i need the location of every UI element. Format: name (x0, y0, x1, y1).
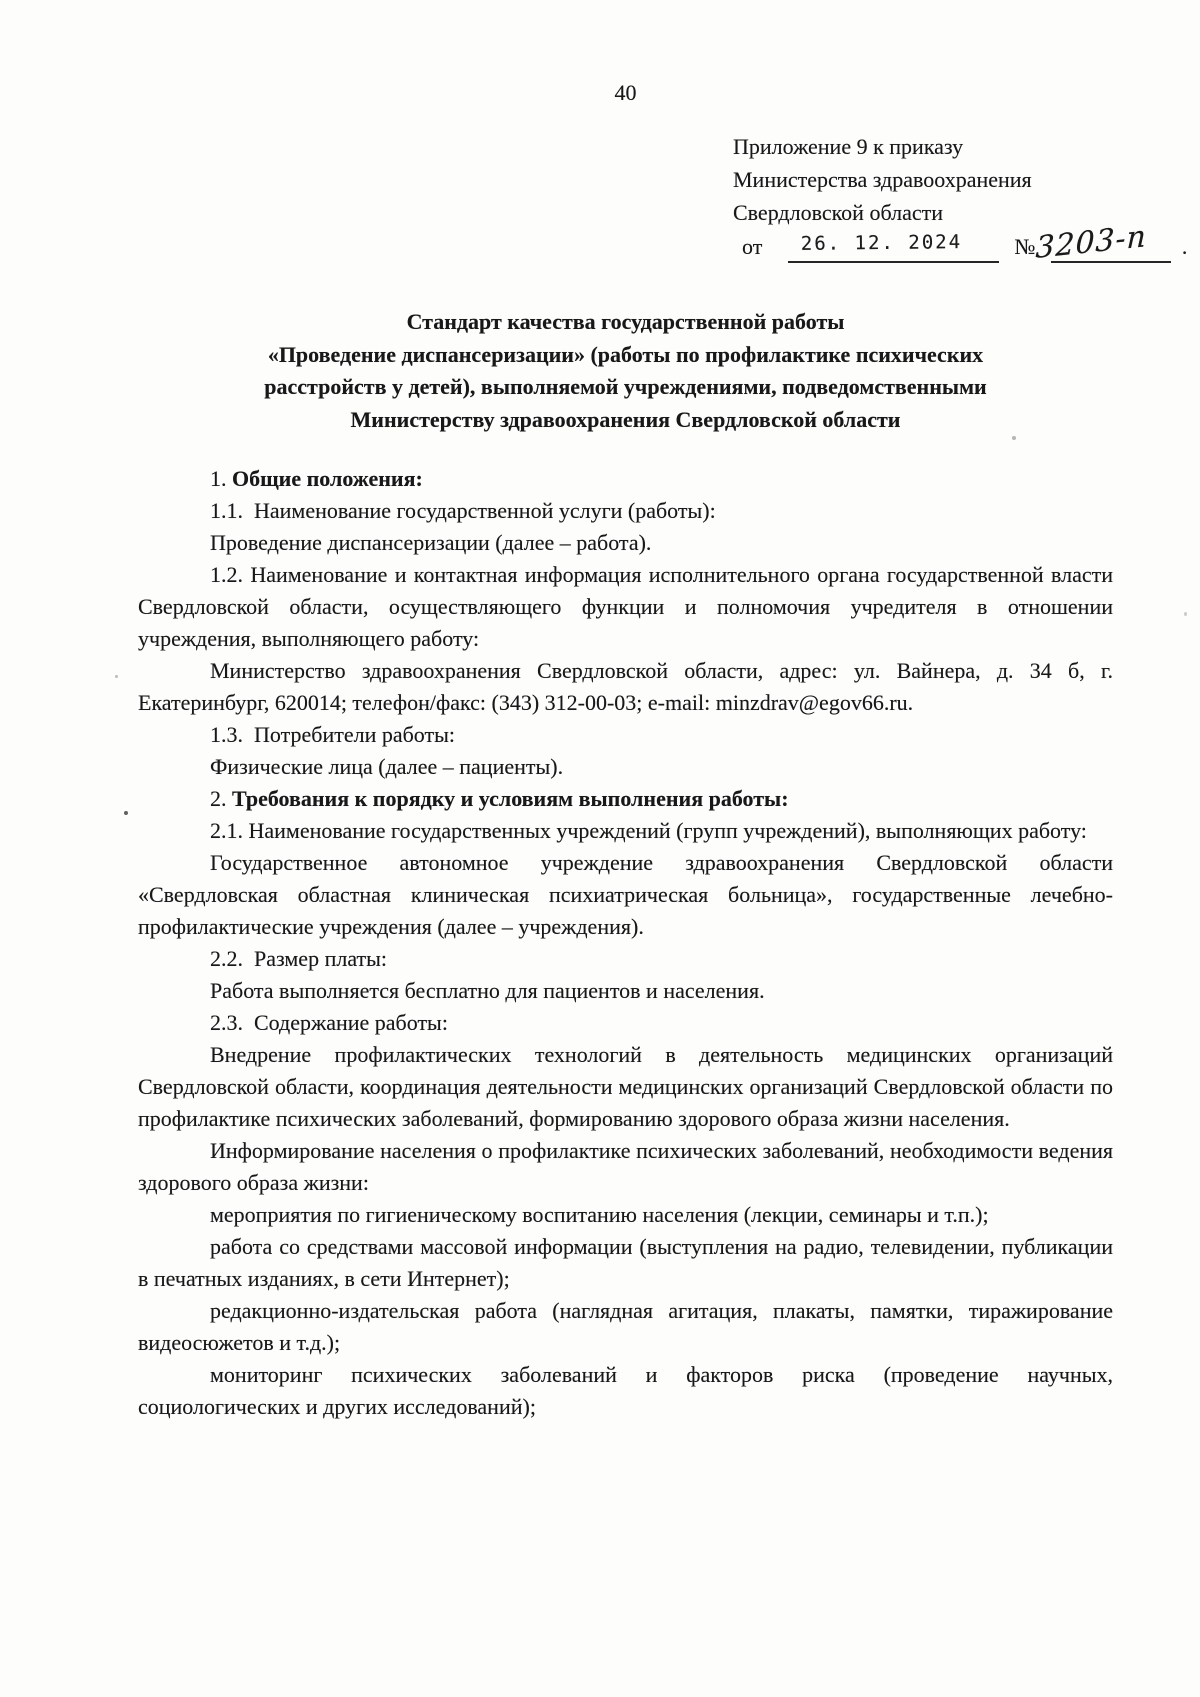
body-paragraph: Министерство здравоохранения Свердловской области, адрес: ул. Вайнера, д. 34 б, г. Екатеринбург, 620014; телефон/факс: (343) 312-00-03; e-mail: minzdrav@egov66.ru. (138, 658, 1113, 715)
appendix-reference-block (733, 130, 1188, 267)
body-paragraph: Внедрение профилактических технологий в деятельность медицинских организаций Свердловской области, координация деятельности медицинских организаций Свердловской области по профилактике психических заболеваний, формированию здорового образа жизни населения. (138, 1042, 1113, 1131)
title-line: Министерству здравоохранения Свердловской области (350, 406, 901, 432)
body-paragraph: 2.3. Содержание работы: (210, 1010, 448, 1035)
body-paragraph: 1.1. Наименование государственной услуги (работы): (210, 498, 716, 523)
handwritten-order-number: 3203-п (1035, 218, 1148, 267)
scan-speck (1012, 436, 1016, 440)
appendix-line: Свердловской области (733, 200, 943, 225)
page-number: 40 (614, 80, 637, 105)
appendix-line: Министерства здравоохранения (733, 167, 1032, 192)
scan-speck (124, 811, 128, 815)
number-underline (1035, 218, 1188, 267)
order-date-number-line (733, 218, 1188, 267)
section-number: 2. (210, 786, 232, 811)
body-paragraph: мониторинг психических заболеваний и факторов риска (проведение научных, социологических и других исследований); (138, 1362, 1113, 1419)
body-paragraph: 1.2. Наименование и контактная информация исполнительного органа государственной власти Свердловской области, осуществляющего функции и полномочия учредителя в отношении учреждения, выполняющего работу: (138, 562, 1113, 651)
body-paragraph: Информирование населения о профилактике психических заболеваний, необходимости ведения здорового образа жизни: (138, 1138, 1113, 1195)
body-paragraph: Физические лица (далее – пациенты). (210, 754, 564, 779)
document-body (138, 463, 1113, 1423)
section-title: Общие положения: (232, 466, 423, 491)
date-stamp: 26. 12. 2024 (801, 231, 963, 255)
section-heading-paragraph (138, 463, 1113, 495)
date-underline (788, 229, 999, 263)
body-paragraph: Работа выполняется бесплатно для пациентов и населения. (210, 978, 765, 1003)
number-sign: № (1014, 234, 1036, 259)
title-line: «Проведение диспансеризации» (работы по профилактике психических (267, 341, 984, 367)
handwritten-trailing-dot: . (1181, 234, 1188, 259)
body-paragraph: работа со средствами массовой информации (выступления на радио, телевидении, публикации в печатных изданиях, в сети Интернет); (138, 1234, 1113, 1291)
body-paragraph: редакционно-издательская работа (наглядная агитация, плакаты, памятки, тиражирование видеосюжетов и т.д.); (138, 1298, 1113, 1355)
body-paragraph: Проведение диспансеризации (далее – работа). (210, 530, 652, 555)
from-label: от (742, 234, 763, 259)
title-line: расстройств у детей), выполняемой учреждениями, подведомственными (264, 374, 987, 399)
section-title: Требования к порядку и условиям выполнения работы: (232, 786, 789, 811)
body-paragraph: мероприятия по гигиеническому воспитанию населения (лекции, семинары и т.п.); (210, 1202, 989, 1227)
appendix-line: Приложение 9 к приказу (733, 134, 964, 159)
body-paragraph: 1.3. Потребители работы: (210, 722, 456, 747)
section-number: 1. (210, 466, 232, 491)
body-paragraph: 2.2. Размер платы: (210, 946, 388, 971)
body-paragraph: 2.1. Наименование государственных учреждений (групп учреждений), выполняющих работу: (210, 818, 1087, 843)
scan-speck (115, 675, 118, 678)
document-title (138, 306, 1113, 436)
body-paragraph: Государственное автономное учреждение здравоохранения Свердловской области «Свердловская областная клиническая психиатрическая больница», государственные лечебно-профилактические учреждения (далее – учреждения). (138, 850, 1113, 939)
title-line: Стандарт качества государственной работы (406, 309, 845, 334)
section-heading-paragraph (138, 783, 1113, 815)
scan-speck (1184, 612, 1187, 616)
